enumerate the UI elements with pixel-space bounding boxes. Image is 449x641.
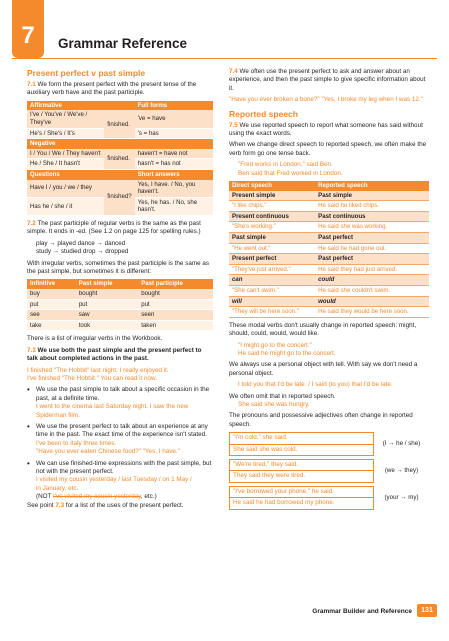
cell: finished. bbox=[104, 149, 134, 170]
reported-speech-table bbox=[229, 181, 429, 318]
cell: Yes, I have. / No, you haven't. bbox=[135, 180, 213, 198]
direct-box: "I'm cold," she said. bbox=[229, 432, 374, 444]
cell: hasn't = has not bbox=[135, 159, 213, 170]
tense-cell: Past perfect bbox=[315, 254, 429, 265]
tense-cell: Past perfect bbox=[315, 233, 429, 244]
cell: I've / You've / We've / They've bbox=[27, 110, 104, 128]
example-line: play → played dance → danced bbox=[36, 239, 126, 247]
footer-title: Grammar Builder and Reference bbox=[312, 608, 412, 615]
example-cell: "I like chips." bbox=[229, 201, 315, 212]
see-prefix: See point bbox=[27, 501, 56, 509]
para-modals: These modal verbs don't usually change in reported speech: might, should, could, would, would like. bbox=[229, 321, 417, 338]
struck-example: I've visited my cousin yesterday bbox=[53, 493, 141, 501]
th-past-simple: Past simple bbox=[76, 279, 139, 289]
point-number: 7.2 bbox=[27, 219, 36, 227]
cell: see bbox=[27, 310, 76, 321]
example-line: Spiderman film. bbox=[36, 411, 80, 419]
example-line: I told you that I'd be late. / I said (to you) that I'd be late. bbox=[238, 381, 393, 389]
para-personal-object: We always use a personal object with tell. With say we don't need a personal object. bbox=[229, 361, 418, 377]
pronoun-change-note: (your → my) bbox=[384, 493, 419, 501]
th-direct: Direct speech bbox=[229, 181, 315, 191]
tense-cell: can bbox=[229, 275, 315, 286]
bullet-finished-time: • We can use finished-time expressions with the past simple, but not with the present perfect. bbox=[27, 460, 213, 477]
point-number: 7.4 bbox=[229, 68, 238, 75]
cell: put bbox=[27, 299, 76, 310]
cell: 's = has bbox=[135, 128, 213, 139]
pronoun-boxes bbox=[229, 432, 374, 456]
example-cell: "She can't swim." bbox=[229, 286, 315, 297]
cell: He / She / It hasn't bbox=[27, 159, 104, 170]
cell: taken bbox=[138, 320, 213, 331]
th-questions: Questions bbox=[27, 169, 135, 179]
reported-box: They said they were tired. bbox=[229, 471, 374, 482]
cell: 've = have bbox=[135, 110, 213, 128]
section-heading-present-perfect: Present perfect v past simple bbox=[27, 68, 146, 78]
reported-box: She said she was cold. bbox=[229, 445, 374, 456]
para-text: We often use the present perfect to ask and answer about an experience, and then the past simple to give specific information about it. bbox=[229, 68, 426, 92]
th-negative: Negative bbox=[27, 139, 213, 149]
bullet-past-simple: • We use the past simple to talk about a specific occasion in the past, at a definite time. bbox=[27, 386, 213, 403]
right-column bbox=[229, 68, 429, 510]
example-line: in January, etc. bbox=[36, 484, 79, 492]
cell: take bbox=[27, 320, 76, 331]
para-7-1 bbox=[27, 81, 213, 98]
example-line: "Have you ever broken a bone?" "Yes, I broke my leg when I was 12." bbox=[229, 96, 423, 104]
para-workbook: There is a list of irregular verbs in the Workbook. bbox=[27, 335, 163, 343]
cell: Have I / you / we / they bbox=[27, 180, 104, 198]
section-heading-reported-speech: Reported speech bbox=[229, 108, 298, 119]
example-line-not bbox=[27, 493, 213, 501]
pronoun-change-note: (we → they) bbox=[384, 466, 419, 474]
example-line: "Fred works in London," said Ben. bbox=[238, 161, 333, 169]
example-cell: He said she couldn't swim. bbox=[315, 286, 429, 297]
example-line: I've been to Italy three times. bbox=[36, 439, 117, 447]
cell: bought bbox=[76, 289, 139, 299]
direct-box: "I've borrowed your phone," he said. bbox=[229, 486, 374, 498]
example-cell: "They've just arrived." bbox=[229, 264, 315, 275]
point-number: 7.3 bbox=[27, 346, 36, 354]
pronoun-example-group bbox=[229, 459, 429, 483]
cell: He's / She's / It's bbox=[27, 128, 104, 139]
example-line: I visited my cousin yesterday / last Tuesday / on 1 May / bbox=[36, 476, 192, 484]
tense-cell: Present simple bbox=[229, 191, 315, 201]
direct-box: "We're tired," they said. bbox=[229, 459, 374, 471]
th-full-forms: Full forms bbox=[135, 101, 213, 111]
cell: put bbox=[76, 299, 139, 310]
see-point-link[interactable]: 7.3 bbox=[55, 501, 65, 509]
example-cell: He said they would be here soon. bbox=[315, 307, 429, 318]
cell: bought bbox=[138, 289, 213, 299]
para-text: The past participle of regular verbs is the same as the past simple. It ends in -ed. (See 1.2 on page 125 for spelling rules.) bbox=[27, 219, 201, 236]
para-7-3 bbox=[27, 347, 213, 364]
tense-cell: will bbox=[229, 296, 315, 307]
page-title: Grammar Reference bbox=[58, 36, 188, 51]
cell: took bbox=[76, 320, 139, 331]
unit-number-tab: 7 bbox=[12, 0, 44, 58]
point-number: 7.1 bbox=[27, 81, 36, 88]
th-short-answers: Short answers bbox=[135, 169, 213, 179]
para-7-5 bbox=[229, 122, 429, 139]
cell: Yes, he has. / No, she hasn't. bbox=[135, 197, 213, 215]
example-cell: He said he had gone out. bbox=[315, 243, 429, 254]
tense-cell: would bbox=[315, 296, 429, 307]
pronoun-change-note: (I → he / she) bbox=[382, 439, 421, 447]
cell: finished. bbox=[104, 110, 134, 138]
pronoun-boxes bbox=[229, 486, 374, 510]
example-cell: He said he liked chips. bbox=[315, 201, 429, 212]
left-column bbox=[27, 68, 213, 510]
tense-cell: could bbox=[315, 275, 429, 286]
example-cell: He said she was working. bbox=[315, 222, 429, 233]
see-suffix: for a list of the uses of the present perfect. bbox=[64, 501, 184, 509]
para-text: We use reported speech to report what someone has said without using the exact words. bbox=[229, 121, 423, 138]
pronoun-boxes bbox=[229, 459, 374, 483]
cell: put bbox=[138, 299, 213, 310]
para-7-2 bbox=[27, 220, 213, 237]
cell: buy bbox=[27, 289, 76, 299]
cell: Has he / she / it bbox=[27, 197, 104, 215]
example-line: I've finished "The Hobbit." You can read it now. bbox=[27, 374, 157, 382]
cell: seen bbox=[138, 310, 213, 321]
example-cell: "She's working." bbox=[229, 222, 315, 233]
cell: saw bbox=[76, 310, 139, 321]
example-cell: "They will be here soon." bbox=[229, 307, 315, 318]
para-text: We form the present perfect with the present tense of the auxiliary verb have and the past participle. bbox=[27, 81, 197, 97]
para-text: We use both the past simple and the present perfect to talk about completed actions in the past. bbox=[27, 346, 202, 363]
irregular-verbs-table bbox=[27, 279, 213, 331]
example-line: "Have you ever eaten Chinese food?" "Yes, I have." bbox=[36, 448, 180, 456]
present-perfect-forms-table bbox=[27, 101, 213, 216]
example-line: He said he might go to the concert. bbox=[238, 350, 336, 357]
example-cell: "He went out." bbox=[229, 243, 315, 254]
header-rule bbox=[12, 58, 437, 59]
see-also-note bbox=[27, 502, 213, 510]
bullet-present-perfect: • We use the present perfect to talk about an experience at any time in the past. The exact time of the experience isn't stated. bbox=[27, 423, 213, 440]
example-line: Ben said that Fred worked in London. bbox=[238, 169, 343, 177]
example-line: "I might go to the concert." bbox=[238, 341, 312, 349]
tense-cell: Past continuous bbox=[315, 211, 429, 222]
th-reported: Reported speech bbox=[315, 181, 429, 191]
example-cell: He said they had just arrived. bbox=[315, 264, 429, 275]
example-line: I went to the cinema last Saturday night. I saw the new bbox=[36, 403, 189, 411]
tense-cell: Present continuous bbox=[229, 211, 315, 222]
tense-cell: Past simple bbox=[229, 233, 315, 244]
reported-box: He said he had borrowed my phone. bbox=[229, 498, 374, 509]
th-affirmative: Affirmative bbox=[27, 101, 135, 111]
cell: haven't = have not bbox=[135, 149, 213, 159]
pronoun-example-group bbox=[229, 486, 429, 510]
tense-cell: Past simple bbox=[315, 191, 429, 201]
example-line: I finished "The Hobbit" last night. I really enjoyed it. bbox=[27, 366, 169, 374]
th-past-participle: Past participle bbox=[138, 279, 213, 289]
point-number: 7.5 bbox=[229, 121, 238, 129]
tense-cell: Present perfect bbox=[229, 254, 315, 265]
page-number: 131 bbox=[417, 604, 437, 617]
cell: I / You / We / They haven't bbox=[27, 149, 104, 159]
not-prefix: (NOT bbox=[36, 493, 54, 501]
not-suffix: , etc.) bbox=[140, 493, 157, 501]
example-line: She said she was hungry. bbox=[238, 401, 310, 409]
cell: finished? bbox=[104, 180, 134, 216]
para-7-4 bbox=[229, 68, 429, 93]
pronoun-example-group bbox=[229, 432, 429, 456]
pronoun-examples bbox=[229, 432, 429, 509]
para-pronouns: The pronouns and possessive adjectives often change in reported speech. bbox=[229, 412, 413, 428]
para-irregular: With irregular verbs, sometimes the past participle is the same as the past simple, but sometimes it is different: bbox=[27, 259, 209, 275]
th-infinitive: Infinitive bbox=[27, 279, 76, 289]
para-omit-that: We often omit that in reported speech. bbox=[229, 392, 336, 400]
example-line: study → studied drop → dropped bbox=[36, 248, 129, 256]
para-tense-back: When we change direct speech to reported speech, we often make the verb form go one tense back. bbox=[229, 141, 427, 157]
